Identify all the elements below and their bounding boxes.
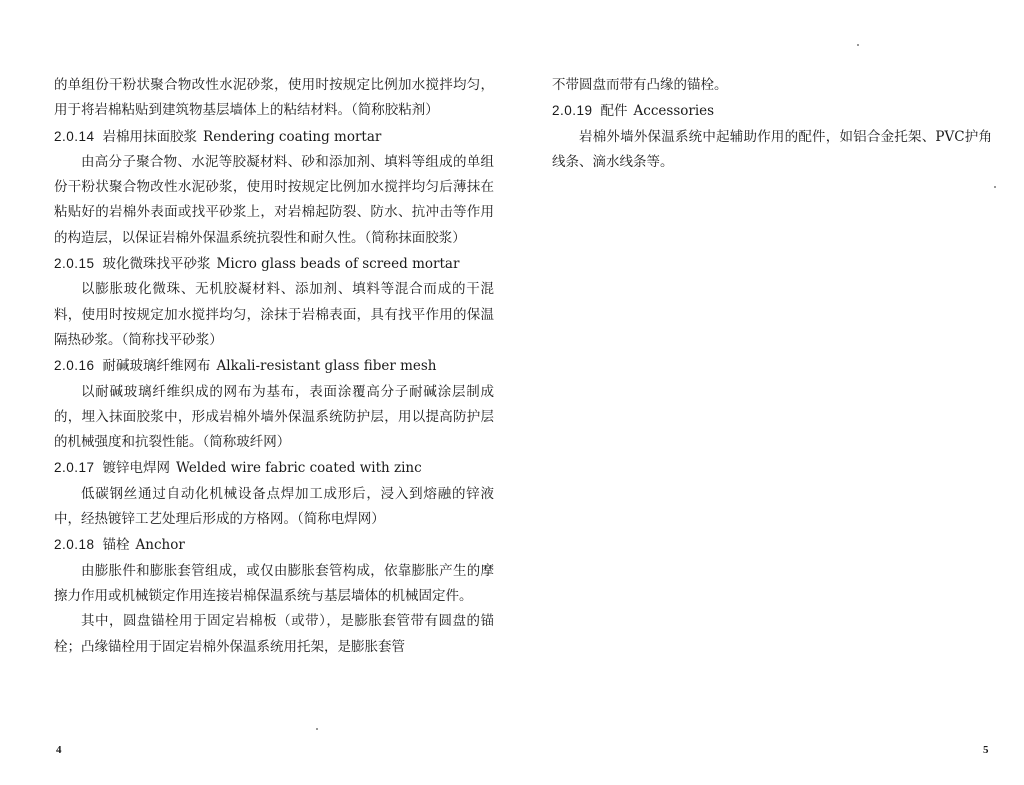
section-paragraph: 以耐碱玻璃纤维织成的网布为基布，表面涂覆高分子耐碱涂层制成的，埋入抹面胶浆中，形成岩棉外墙外保温系统防护层，用以提高防护层的机械强度和抗裂性能。（简称玻纤网） xyxy=(54,383,494,451)
section-paragraph: 由膨胀件和膨胀套管组成，或仅由膨胀套管构成，依靠膨胀产生的摩擦力作用或机械锁定作用连接岩棉保温系统与基层墙体的机械固定件。 xyxy=(54,562,494,604)
section-heading-2-0-14 xyxy=(54,124,494,150)
section-title-en: Micro glass beads of screed mortar xyxy=(216,256,460,273)
section-number: 2.0.17 xyxy=(54,460,95,476)
section-heading-2-0-16 xyxy=(54,353,494,379)
section-paragraph: 岩棉外墙外保温系统中起辅助作用的配件，如铝合金托架、PVC护角线条、滴水线条等。 xyxy=(552,128,992,170)
section-number: 2.0.19 xyxy=(552,103,593,119)
section-heading-2-0-17 xyxy=(54,455,494,481)
right-page xyxy=(512,0,1024,785)
scan-speck xyxy=(994,186,996,188)
section-number: 2.0.16 xyxy=(54,358,95,374)
continuation-paragraph: 不带圆盘而带有凸缘的锚栓。 xyxy=(552,77,728,93)
section-heading-2-0-18 xyxy=(54,532,494,558)
right-text-column xyxy=(552,73,992,175)
section-paragraph: 低碳钢丝通过自动化机械设备点焊加工成形后，浸入到熔融的锌液中，经热镀锌工艺处理后形成的方格网。（简称电焊网） xyxy=(54,485,494,528)
section-title-zh: 耐碱玻璃纤维网布 xyxy=(102,358,211,375)
page-number-right: 5 xyxy=(983,744,989,756)
section-paragraph: 以膨胀玻化微珠、无机胶凝材料、添加剂、填料等混合而成的干混料，使用时按规定加水搅拌均匀，涂抹于岩棉表面，具有找平作用的保温隔热砂浆。（简称找平砂浆） xyxy=(54,281,494,348)
section-number: 2.0.18 xyxy=(54,537,95,553)
section-title-en: Rendering coating mortar xyxy=(203,128,382,145)
section-number: 2.0.15 xyxy=(54,256,95,272)
section-heading-2-0-15 xyxy=(54,251,494,277)
section-paragraph: 其中，圆盘锚栓用于固定岩棉板（或带），是膨胀套管带有圆盘的锚栓；凸缘锚栓用于固定岩棉外保温系统用托架，是膨胀套管 xyxy=(54,613,494,655)
section-title-zh: 锚栓 xyxy=(102,537,130,554)
section-title-en: Alkali-resistant glass fiber mesh xyxy=(216,358,437,375)
scan-speck xyxy=(857,44,859,46)
page-number-left: 4 xyxy=(56,744,62,756)
section-title-en: Accessories xyxy=(633,103,715,120)
section-title-zh: 配件 xyxy=(600,103,628,120)
section-title-en: Welded wire fabric coated with zinc xyxy=(176,460,422,477)
continuation-paragraph: 的单组份干粉状聚合物改性水泥砂浆，使用时按规定比例加水搅拌均匀，用于将岩棉粘贴到建筑物基层墙体上的粘结材料。（简称胶粘剂） xyxy=(54,77,494,119)
section-paragraph: 由高分子聚合物、水泥等胶凝材料、砂和添加剂、填料等组成的单组份干粉状聚合物改性水泥砂浆，使用时按规定比例加水搅拌均匀后薄抹在粘贴好的岩棉外表面或找平砂浆上，对岩棉起防裂、防水、抗冲击等作用的构造层，以保证岩棉外保温系统抗裂性和耐久性。（简称抹面胶浆） xyxy=(54,153,494,246)
section-heading-2-0-19 xyxy=(552,98,992,124)
section-title-en: Anchor xyxy=(135,537,185,554)
section-number: 2.0.14 xyxy=(54,128,95,144)
section-title-zh: 玻化微珠找平砂浆 xyxy=(102,256,211,273)
section-title-zh: 岩棉用抹面胶浆 xyxy=(102,128,198,145)
scan-speck xyxy=(316,728,318,730)
section-title-zh: 镀锌电焊网 xyxy=(102,460,171,477)
left-text-column xyxy=(54,73,494,660)
